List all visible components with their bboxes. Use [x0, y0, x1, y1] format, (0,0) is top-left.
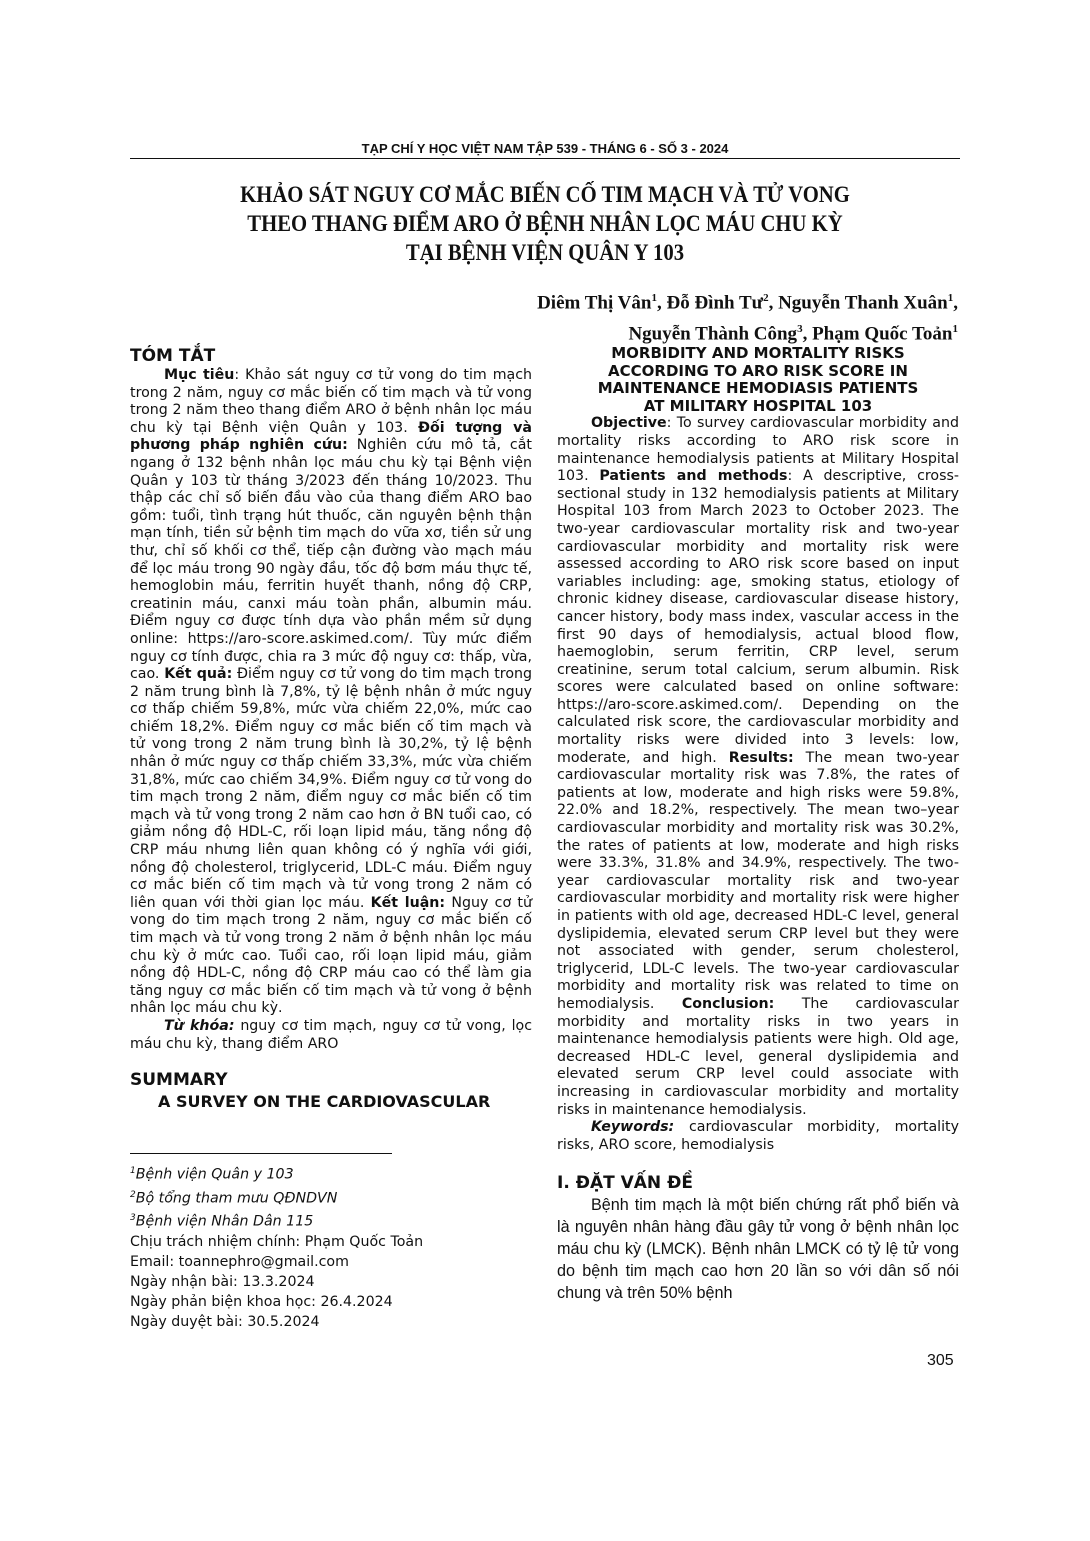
- text-results: The mean two-year cardiovascular mortality risk was 7.8%, the rates of patients at low, moderate and high risks were 59.8%, 22.0% and 18.2%, respectively. The mean two–year cardiovascular morbidity and mortality risk was 30.2%, the rates of patients at low, moderate and high risks were 33.3%, 31.8% and 34.9%, respectively. The two-year cardiovascular mortality risk and two-year cardiovascular morbidity and mortality risk were higher in patients with old age, decreased HDL-C level, general dyslipidemia, elevated serum CRP level but they were not associated with gender, serum cholesterol, triglycerid, LDL-C levels. The two-year cardiovascular morbidity and mortality risk was related to time on hemodialysis.: [557, 749, 959, 1012]
- affiliation-mark: 3: [797, 323, 803, 336]
- author: Nguyễn Thành Công: [628, 323, 798, 345]
- separator: ,: [802, 323, 813, 345]
- text-methods: Nghiên cứu mô tả, cắt ngang ở 132 bệnh nhân lọc máu chu kỳ tại Bệnh viện Quân y 103 từ tháng 3/2023 đến tháng 10/2023. Thu thập các chỉ số biến đầu vào của thang điểm ARO bao gồm: tuổi, tình trạng hút thuốc, căn nguyên bệnh thận mạn tính, tiền sử bệnh tim mạch do vữa xơ, tiền sử ung thư, chỉ số khối cơ thể, tiếp cận đường vào mạch máu để lọc máu trong 90 ngày đầu, tốc độ bơm máu thực tế, hemoglobin máu, ferritin huyết thanh, nồng độ CRP, creatinin máu, canxi máu toàn phần, albumin máu. Điểm nguy cơ được tính dựa vào phần mềm sử dụng online: https://aro-score.askimed.com/. Tùy mức điểm nguy cơ tính được, chia ra 3 mức độ nguy cơ: thấp, vừa, cao.: [130, 437, 532, 683]
- author: Nguyễn Thanh Xuân: [778, 292, 948, 314]
- author: Đỗ Đình Tư: [666, 292, 764, 314]
- summary-heading: SUMMARY: [130, 1070, 228, 1091]
- keywords-label: Keywords:: [591, 1119, 675, 1136]
- section-introduction: [557, 1172, 959, 1304]
- affiliation-mark: 2: [763, 292, 769, 304]
- date-received: Ngày nhận bài: 13.3.2024: [130, 1274, 315, 1291]
- separator: ,: [768, 292, 779, 314]
- label-conclusion: Kết luận:: [370, 894, 446, 911]
- journal-header: TẠP CHÍ Y HỌC VIỆT NAM TẬP 539 - THÁNG 6 - SỐ 3 - 2024: [361, 141, 729, 156]
- text-objective: : Khảo sát nguy cơ tử vong do tim mạch trong 2 năm, nguy cơ mắc biến cố tim mạch và tử vong trong 2 năm theo thang điểm ARO ở bệnh nhân lọc máu chu kỳ tại Bệnh viện Quân y 103.: [130, 367, 533, 436]
- text-results: Điểm nguy cơ tử vong do tim mạch trong 2 năm trung bình là 7,8%, tỷ lệ bệnh nhân ở mức nguy cơ thấp chiếm 59,8%, mức vừa chiếm 22,0%, mức cao chiếm 18,2%. Điểm nguy cơ mắc biến cố tim mạch và tử vong trong 2 năm trung bình là 30,2%, tỷ lệ bệnh nhân ở mức nguy cơ thấp chiếm 33,3%, mức vừa chiếm 31,8%, mức cao chiếm 34,9%. Điểm nguy cơ tử vong do tim mạch trong 2 năm, điểm nguy cơ mắc biến cố tim mạch và tử vong trong 2 năm cao hơn ở BN tuổi cao, có giảm nồng độ HDL-C, rối loạn lipid máu, tăng nồng độ CRP máu nhưng liên quan không có ý nghĩa với giới, nồng độ cholesterol, triglycerid, LDL-C máu. Điểm nguy cơ mắc biến cố tim mạch và tử vong trong 2 năm có liên quan với thời gian lọc máu.: [130, 666, 532, 911]
- section-heading: I. ĐẶT VẤN ĐỀ: [557, 1173, 693, 1194]
- label-objective: Objective: [591, 415, 667, 432]
- english-title-line: MORBIDITY AND MORTALITY RISKS: [611, 344, 905, 362]
- article-title: [172, 180, 919, 267]
- label-methods: Đối tượng và phương pháp nghiên cứu:: [130, 419, 532, 454]
- english-title-line: ACCORDING TO ARO RISK SCORE IN: [608, 361, 908, 380]
- affiliation-note: [130, 1161, 423, 1185]
- affiliation-note: [130, 1185, 423, 1209]
- affiliation-text: Bộ tổng tham mưu QĐNDVN: [135, 1190, 338, 1207]
- author: Phạm Quốc Toản: [812, 323, 953, 345]
- footnotes: [130, 1161, 423, 1332]
- text-methods: : A descriptive, cross-sectional study in 132 hemodialysis patients at Military Hospital 103 from March 2023 to October 2023. The two-year cardiovascular mortality risk and two-year cardiovascular morbidity and mortality risk were assessed according to ARO risk score based on input variables including: age, smoking status, etiology of chronic kidney disease, cardiovascular disease history, cancer history, body mass index, vascular access in the first 90 days of hemodialysis, actual blood flow, haemoglobin, serum ferritin, CRP level, serum creatinine, serum total calcium, serum albumin. Risk scores were calculated based on online software: https://aro-score.askimed.com/. Depending on the calculated risk score, the cardiovascular morbidity and mortality risks were divided into 3 levels: low, moderate, and high.: [557, 468, 959, 766]
- keywords-vi: [130, 1018, 532, 1053]
- label-results: Kết quả:: [164, 666, 233, 683]
- header-rule: [130, 158, 960, 159]
- page-number: 305: [927, 1352, 954, 1369]
- author-list: [537, 285, 958, 348]
- label-conclusion: Conclusion:: [681, 995, 775, 1012]
- email: Email: toannephro@gmail.com: [130, 1254, 349, 1271]
- right-column: [557, 345, 959, 1304]
- keywords-label: Từ khóa:: [164, 1017, 235, 1034]
- affiliation-mark: 1: [952, 323, 958, 336]
- text-objective: : To survey cardiovascular morbidity and mortality risks according to ARO risk score in maintenance hemodialysis patients at Military Hospital 103.: [557, 415, 959, 485]
- summary-subtitle: A SURVEY ON THE CARDIOVASCULAR: [158, 1092, 491, 1112]
- label-results: Results:: [728, 749, 794, 766]
- section-paragraph: Bệnh tim mạch là một biến chứng rất phổ biến và là nguyên nhân hàng đầu gây tử vong ở bệnh nhân lọc máu chu kỳ (LMCK). Bệnh nhân LMCK có tỷ lệ tử vong do bệnh tim mạch cao hơn 20 lần so với dân số nói chung và trên 50% bệnh: [557, 1196, 959, 1303]
- abstract-vi-heading: TÓM TẮT: [130, 346, 216, 366]
- date-accepted: Ngày duyệt bài: 30.5.2024: [130, 1314, 320, 1331]
- affiliation-number: 2: [130, 1189, 136, 1200]
- affiliation-number: 1: [130, 1166, 136, 1176]
- label-objective: Mục tiêu: [164, 367, 235, 383]
- text-conclusion: The cardiovascular morbidity and mortality risks in two years in maintenance hemodialysis patients were high. Old age, decreased HDL-C level, general dyslipidemia and elevated serum CRP level could associate with increasing in cardiovascular morbidity and mortality risks in maintenance hemodialysis.: [557, 995, 959, 1118]
- keywords-text: cardiovascular morbidity, mortality risks, ARO score, hemodialysis: [557, 1119, 959, 1153]
- title-line: KHẢO SÁT NGUY CƠ MẮC BIẾN CỐ TIM MẠCH VÀ TỬ VONG: [240, 182, 850, 207]
- text-conclusion: Nguy cơ tử vong do tim mạch trong 2 năm, nguy cơ mắc biến cố tim mạch và tử vong trong 2 năm ở bệnh nhân lọc máu chu kỳ ở mức cao. Tuổi cao, rối loạn lipid máu, giảm nồng độ HDL-C, nồng độ CRP máu cao có thể làm gia tăng nguy cơ mắc biến cố tim mạch và tử vong ở bệnh nhân lọc máu chu kỳ.: [130, 894, 532, 1017]
- english-title-line: MAINTENANCE HEMODIASIS PATIENTS: [597, 379, 919, 398]
- keywords-en: [557, 1119, 959, 1154]
- affiliation-text: Bệnh viện Nhân Dân 115: [135, 1214, 314, 1231]
- english-title-line: AT MILITARY HOSPITAL 103: [643, 396, 873, 415]
- affiliation-note: [130, 1208, 423, 1232]
- title-line: THEO THANG ĐIỂM ARO Ở BỆNH NHÂN LỌC MÁU CHU KỲ: [247, 211, 843, 236]
- corresponding-author: Chịu trách nhiệm chính: Phạm Quốc Toản: [130, 1234, 424, 1251]
- title-line: TẠI BỆNH VIỆN QUÂN Y 103: [405, 240, 685, 265]
- affiliation-number: 3: [130, 1213, 136, 1224]
- abstract-vi-body: [130, 367, 532, 1018]
- affiliation-mark: 1: [651, 292, 657, 304]
- left-column: [130, 345, 532, 1113]
- separator: ,: [953, 292, 958, 314]
- footnote-rule: [130, 1153, 392, 1154]
- affiliation-mark: 1: [947, 292, 954, 304]
- keywords-text: nguy cơ tim mạch, nguy cơ tử vong, lọc máu chu kỳ, thang điểm ARO: [130, 1017, 533, 1052]
- label-methods: Patients and methods: [599, 468, 788, 485]
- author: Diêm Thị Vân: [537, 292, 652, 314]
- english-title: [557, 345, 959, 415]
- affiliation-text: Bệnh viện Quân y 103: [135, 1166, 294, 1183]
- date-reviewed: Ngày phản biện khoa học: 26.4.2024: [130, 1294, 393, 1311]
- summary-block: [130, 1069, 532, 1113]
- separator: ,: [656, 292, 667, 314]
- abstract-en-body: [557, 415, 959, 1119]
